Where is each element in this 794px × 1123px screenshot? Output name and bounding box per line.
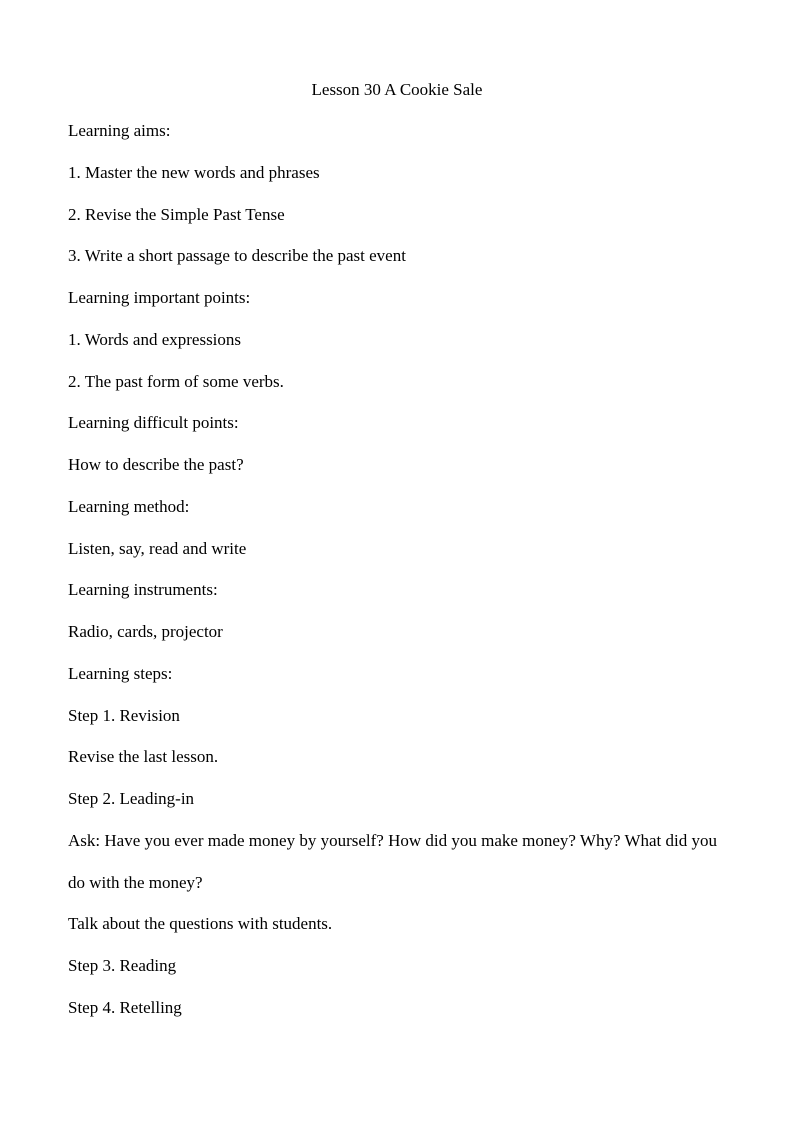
step-1-heading: Step 1. Revision bbox=[68, 705, 180, 725]
difficult-point: How to describe the past? bbox=[68, 455, 244, 474]
aim-item-1: 1. Master the new words and phrases bbox=[68, 162, 320, 182]
learning-method-text: Listen, say, read and write bbox=[68, 538, 247, 558]
heading-learning-instruments: Learning instruments: bbox=[68, 580, 218, 600]
ask-paragraph: Ask: Have you ever made money by yourself? How did you make money? Why? What did you do with the money? bbox=[68, 830, 717, 892]
heading-difficult-points: Learning difficult points: bbox=[68, 413, 239, 433]
heading-learning-method: Learning method: bbox=[68, 496, 190, 516]
heading-important-points: Learning important points: bbox=[68, 288, 251, 307]
learning-instruments-text: Radio, cards, projector bbox=[68, 622, 223, 641]
step-2-heading: Step 2. Leading-in bbox=[68, 789, 195, 808]
step-3-heading: Step 3. Reading bbox=[68, 956, 177, 975]
step-1-text: Revise the last lesson. bbox=[68, 747, 219, 767]
heading-learning-steps: Learning steps: bbox=[68, 663, 173, 683]
aim-item-2: 2. Revise the Simple Past Tense bbox=[68, 204, 285, 224]
document-body bbox=[68, 120, 738, 1039]
step-4-heading: Step 4. Retelling bbox=[68, 997, 182, 1017]
aim-item-3: 3. Write a short passage to describe the past event bbox=[68, 246, 406, 266]
important-point-2: 2. The past form of some verbs. bbox=[68, 371, 284, 391]
page-title: Lesson 30 A Cookie Sale bbox=[311, 80, 483, 99]
heading-learning-aims: Learning aims: bbox=[68, 121, 171, 140]
important-point-1: 1. Words and expressions bbox=[68, 329, 242, 349]
talk-about-text: Talk about the questions with students. bbox=[68, 914, 333, 934]
